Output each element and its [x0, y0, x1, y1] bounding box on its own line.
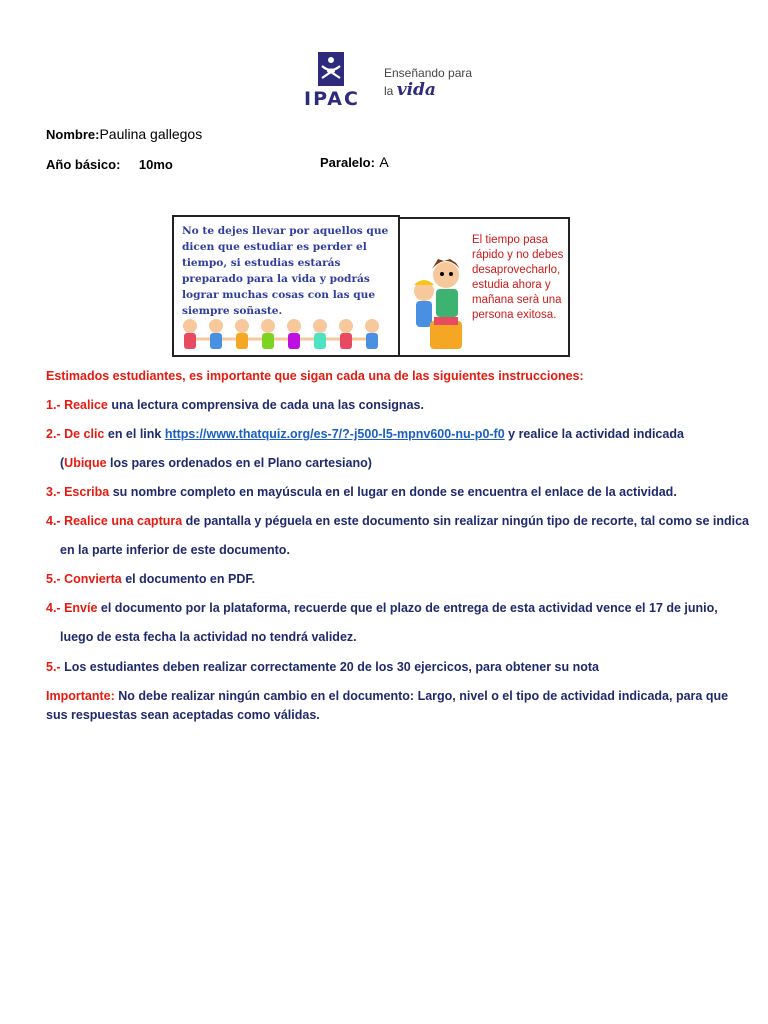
instruction-6-text: el documento por la plataforma, recuerde que el plazo de entrega de esta actividad vence el 17 de junio, [97, 601, 718, 615]
important-note [46, 689, 728, 703]
logo-tagline-prefix: la [384, 84, 394, 98]
instruction-4 [46, 514, 749, 528]
instruction-2-cont-open: ( [60, 456, 65, 470]
important-label: Importante: [46, 689, 115, 703]
paralelo-value: A [379, 154, 389, 170]
instruction-6-num: 4.- [46, 601, 61, 615]
logo-tagline: Enseñando para [384, 66, 473, 80]
paralelo-row [320, 154, 389, 172]
important-continuation: sus respuestas sean aceptadas como válidas. [46, 708, 320, 722]
motivational-banner-left [172, 215, 400, 357]
instruction-7-num: 5.- [46, 660, 61, 674]
logo-tagline-2 [384, 80, 436, 100]
instruction-5 [46, 572, 255, 586]
children-holding-hands-icon [176, 317, 396, 353]
motivational-banner-right [398, 217, 570, 357]
instruction-2-cont-text: los pares ordenados en el Plano cartesiano) [106, 456, 372, 470]
instruction-4-text: de pantalla y péguela en este documento sin realizar ningún tipo de recorte, tal como se indica [182, 514, 749, 528]
instruction-6-verb: Envíe [64, 601, 98, 615]
instruction-2-continuation [60, 456, 372, 470]
ipac-logo [300, 48, 480, 114]
kids-with-books-icon [404, 249, 470, 353]
nombre-label: Nombre: [46, 127, 100, 142]
instruction-2-text: en el link [104, 427, 165, 441]
instruction-5-text: el documento en PDF. [121, 572, 256, 586]
nombre-value: Paulina gallegos [99, 126, 203, 142]
nombre-row [46, 126, 202, 144]
instruction-4-verb: Realice una captura [64, 514, 183, 528]
instruction-3-text: su nombre completo en mayúscula en el lugar en donde se encuentra el enlace de la actividad. [109, 485, 677, 499]
instruction-1-num: 1.- [46, 398, 61, 412]
anio-label: Año básico: [46, 157, 121, 172]
instruction-3-verb: Escriba [64, 485, 110, 499]
instruction-5-verb: Convierta [64, 572, 122, 586]
instruction-1-verb: Realice [64, 398, 108, 412]
instruction-2-num: 2.- [46, 427, 61, 441]
instruction-6-continuation: luego de esta fecha la actividad no tendrá validez. [60, 630, 357, 644]
instruction-6 [46, 601, 718, 615]
logo-tagline-word: vida [396, 80, 436, 100]
paralelo-label: Paralelo: [320, 155, 375, 170]
instruction-2-after: y realice la actividad indicada [504, 427, 684, 441]
important-text: No debe realizar ningún cambio en el documento: Largo, nivel o el tipo de actividad indicada, para que [114, 689, 729, 703]
banner-left-text: No te dejes llevar por aquellos que dicen que estudiar es perder el tiempo, si estudias estarás preparado para la vida y podrás lograr muchas cosas con las que siempre soñaste. [182, 225, 389, 317]
anio-value: 10mo [138, 157, 173, 172]
instruction-2-verb: De clic [64, 427, 105, 441]
anio-row [46, 156, 173, 174]
instruction-1-text: una lectura comprensiva de cada una las consignas. [107, 398, 424, 412]
instruction-3-num: 3.- [46, 485, 61, 499]
instruction-7-text: Los estudiantes deben realizar correctamente 20 de los 30 ejercicos, para obtener su nota [60, 660, 599, 674]
instruction-1 [46, 398, 424, 412]
instruction-2 [46, 427, 684, 441]
instruction-4-num: 4.- [46, 514, 61, 528]
instruction-4-continuation: en la parte inferior de este documento. [60, 543, 290, 557]
instruction-2-cont-verb: Ubique [64, 456, 107, 470]
instructions-intro: Estimados estudiantes, es importante que sigan cada una de las siguientes instrucciones: [46, 369, 584, 383]
banner-right-text: El tiempo pasa rápido y no debes desaprovecharlo, estudia ahora y mañana serà una persona exitosa. [472, 234, 564, 321]
instruction-3 [46, 485, 677, 499]
logo-name: IPAC [304, 88, 360, 110]
instruction-5-num: 5.- [46, 572, 61, 586]
instruction-7 [46, 660, 599, 674]
thatquiz-link[interactable]: https://www.thatquiz.org/es-7/?-j500-l5-mpnv600-nu-p0-f0 [164, 427, 505, 441]
